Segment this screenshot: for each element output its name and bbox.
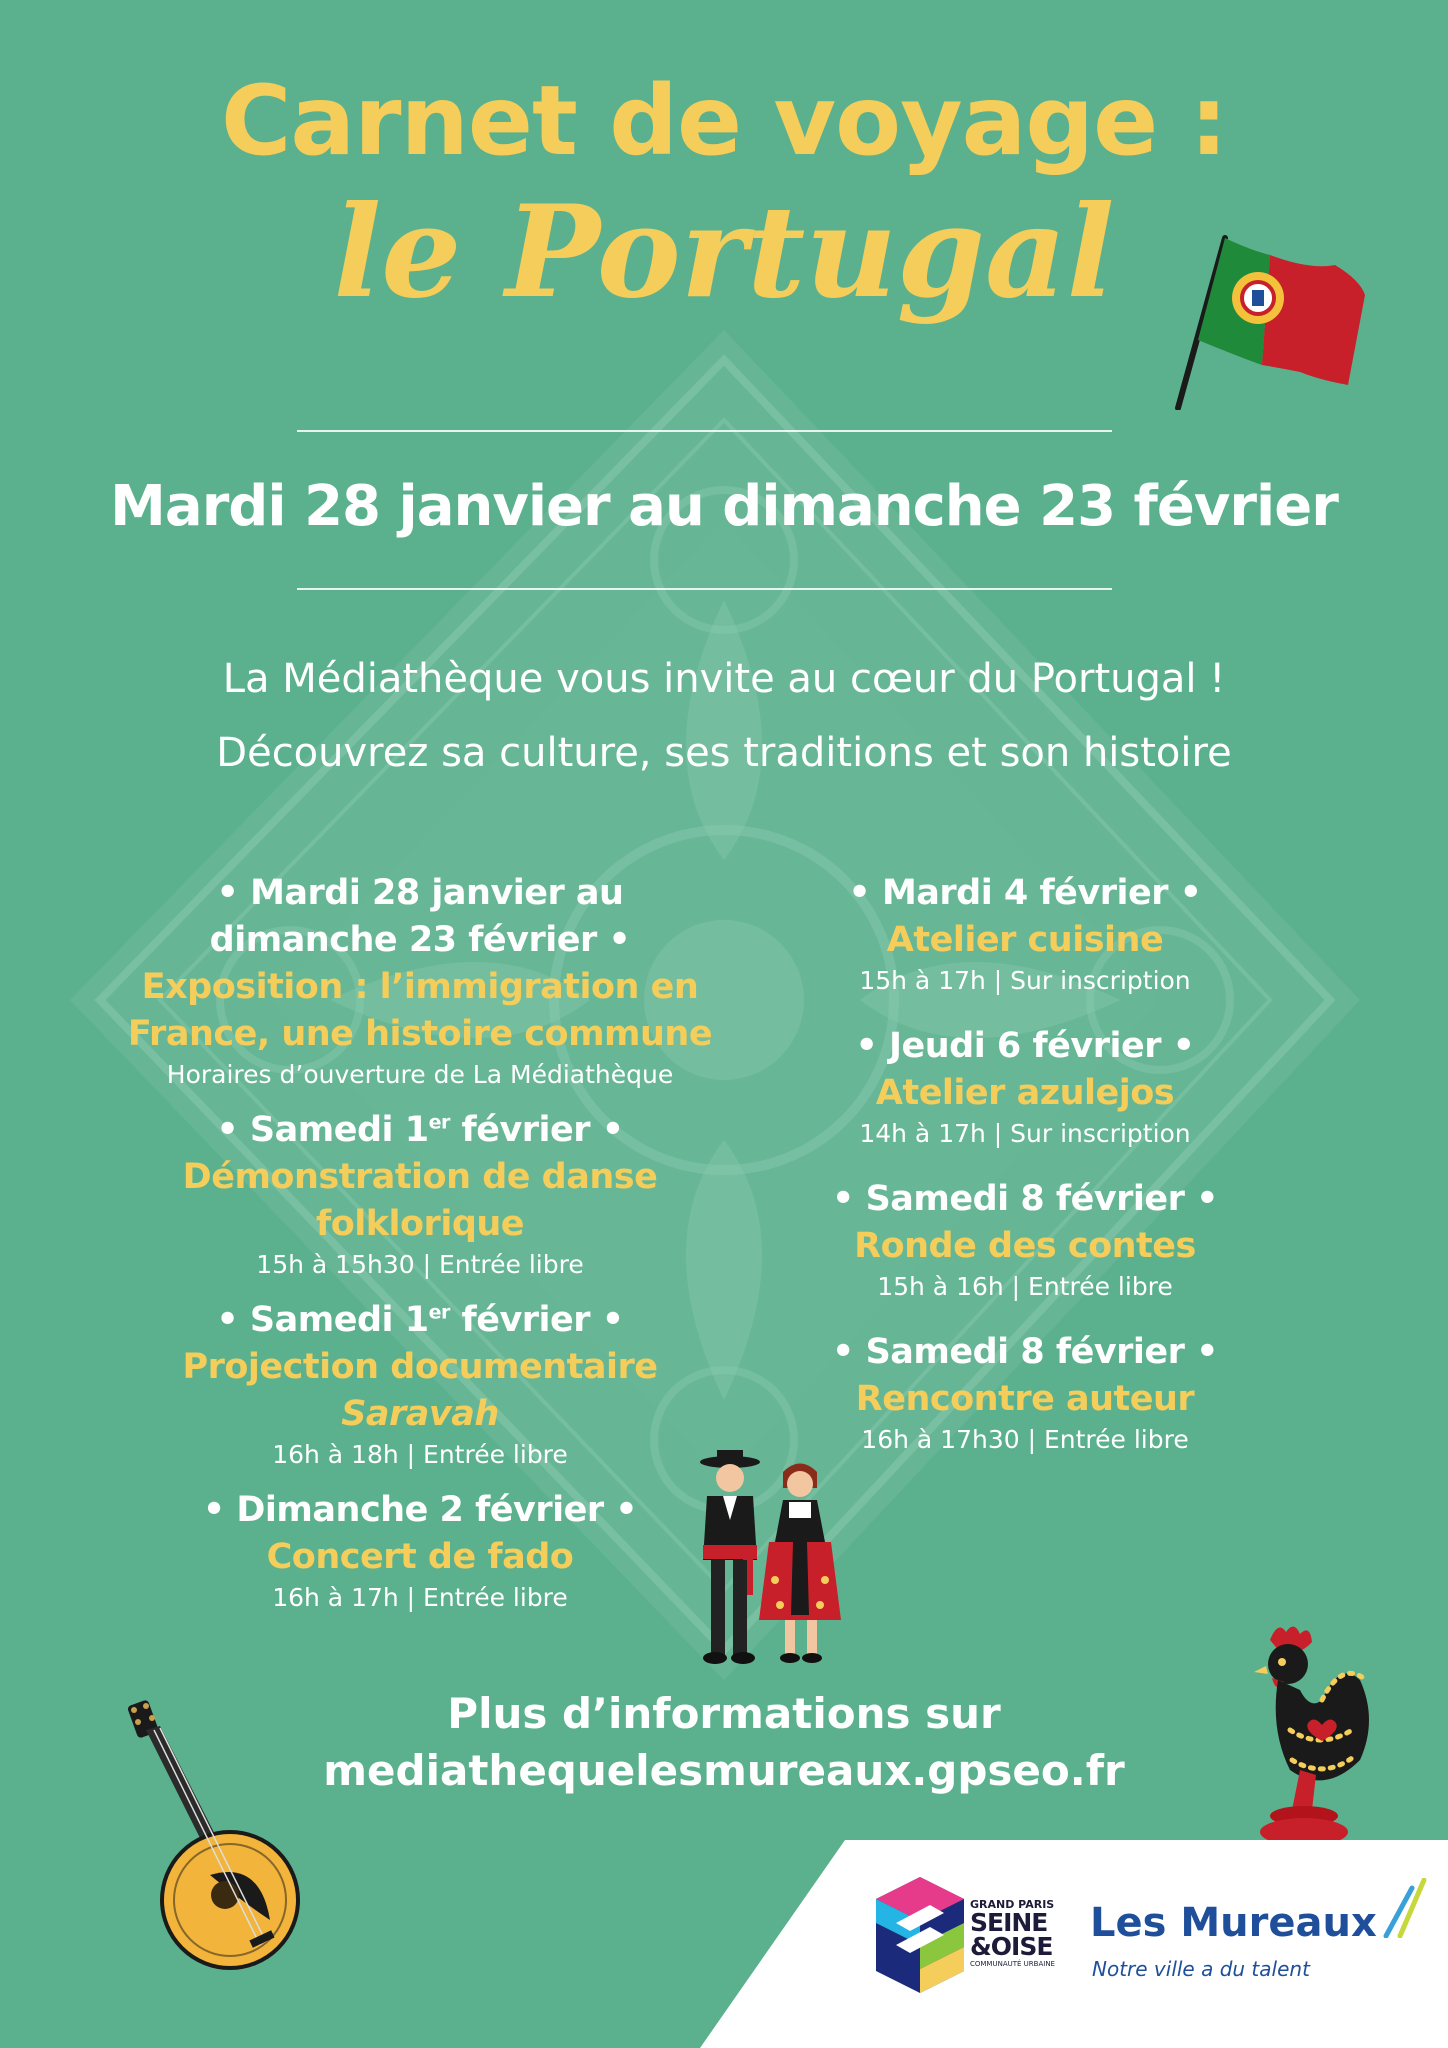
event-title: Exposition : l’immigration en [141, 967, 699, 1007]
divider-top [297, 430, 1112, 432]
event-auteur [800, 1329, 1250, 1457]
event-date: • Dimanche 2 février • [202, 1490, 638, 1530]
portugal-flag-icon [1170, 230, 1370, 410]
portuguese-guitar-icon [110, 1700, 310, 1980]
title-line-1: Carnet de voyage : [220, 65, 1228, 177]
event-cuisine [800, 870, 1250, 998]
divider-bottom [297, 588, 1112, 590]
more-info-line-1: Plus d’informations sur [447, 1689, 1001, 1738]
event-title: Rencontre auteur [855, 1379, 1195, 1419]
event-date: • Mardi 4 février • [848, 873, 1202, 913]
event-date-post: février • [449, 1300, 624, 1340]
event-date: • Samedi 8 février • [832, 1332, 1218, 1372]
les-mureaux-tagline: Notre ville a du talent [1092, 1957, 1310, 1981]
event-date [110, 1297, 730, 1344]
event-date: • Samedi 8 février • [832, 1179, 1218, 1219]
event-date: • Mardi 28 janvier au [216, 873, 624, 913]
event-azulejos [800, 1023, 1250, 1151]
event-info: 16h à 17h | Entrée libre [272, 1583, 568, 1612]
event-info: 15h à 15h30 | Entrée libre [256, 1250, 584, 1279]
gpso-line-1: GRAND PARIS [970, 1898, 1055, 1911]
events-left-column [110, 870, 730, 1630]
event-info: 14h à 17h | Sur inscription [859, 1119, 1191, 1148]
gpso-line-4: COMMUNAUTÉ URBAINE [970, 1960, 1055, 1968]
barcelos-rooster-icon [1230, 1620, 1380, 1860]
gpso-line-3: &OISE [970, 1932, 1053, 1961]
event-date-post: février • [449, 1110, 624, 1150]
gpso-wordmark [970, 1898, 1080, 1969]
gpso-line-2: SEINE [970, 1908, 1048, 1937]
event-title: Ronde des contes [854, 1226, 1196, 1266]
event-dates: Mardi 28 janvier au dimanche 23 février [110, 474, 1338, 539]
event-date-sup: er [428, 1111, 450, 1134]
les-mureaux-logo: Les Mureaux [1090, 1900, 1377, 1946]
event-title: Atelier azulejos [875, 1073, 1175, 1113]
event-date: dimanche 23 février • [209, 920, 631, 960]
event-title: France, une histoire commune [127, 1014, 713, 1054]
event-info: 16h à 17h30 | Entrée libre [861, 1425, 1189, 1454]
event-title: Saravah [341, 1394, 499, 1434]
event-exposition [110, 870, 730, 1092]
event-projection [110, 1297, 730, 1472]
event-date: • Jeudi 6 février • [855, 1026, 1195, 1066]
event-date-pre: • Samedi 1 [216, 1300, 429, 1340]
intro-line-2: Découvrez sa culture, ses traditions et son histoire [216, 730, 1232, 776]
event-danse [110, 1107, 730, 1282]
event-title: Démonstration de danse [182, 1157, 658, 1197]
event-info: 15h à 17h | Sur inscription [859, 966, 1191, 995]
event-info: Horaires d’ouverture de La Médiathèque [166, 1060, 674, 1089]
event-title: folklorique [315, 1204, 525, 1244]
website-link[interactable]: mediathequelesmureaux.gpseo.fr [323, 1746, 1125, 1795]
event-title: Projection documentaire [182, 1347, 658, 1387]
events-right-column [800, 870, 1250, 1482]
event-contes [800, 1176, 1250, 1304]
mureaux-mark-icon [1378, 1878, 1428, 1938]
event-info: 16h à 18h | Entrée libre [272, 1440, 568, 1469]
event-info: 15h à 16h | Entrée libre [877, 1272, 1173, 1301]
event-fado [110, 1487, 730, 1615]
event-title: Concert de fado [266, 1537, 574, 1577]
folk-dancers-icon [685, 1450, 845, 1670]
event-date-sup: er [428, 1301, 450, 1324]
event-title: Atelier cuisine [886, 920, 1164, 960]
title-line-2: le Portugal [333, 178, 1115, 326]
event-date-pre: • Samedi 1 [216, 1110, 429, 1150]
intro-line-1: La Médiathèque vous invite au cœur du Portugal ! [222, 656, 1226, 702]
event-date [110, 1107, 730, 1154]
